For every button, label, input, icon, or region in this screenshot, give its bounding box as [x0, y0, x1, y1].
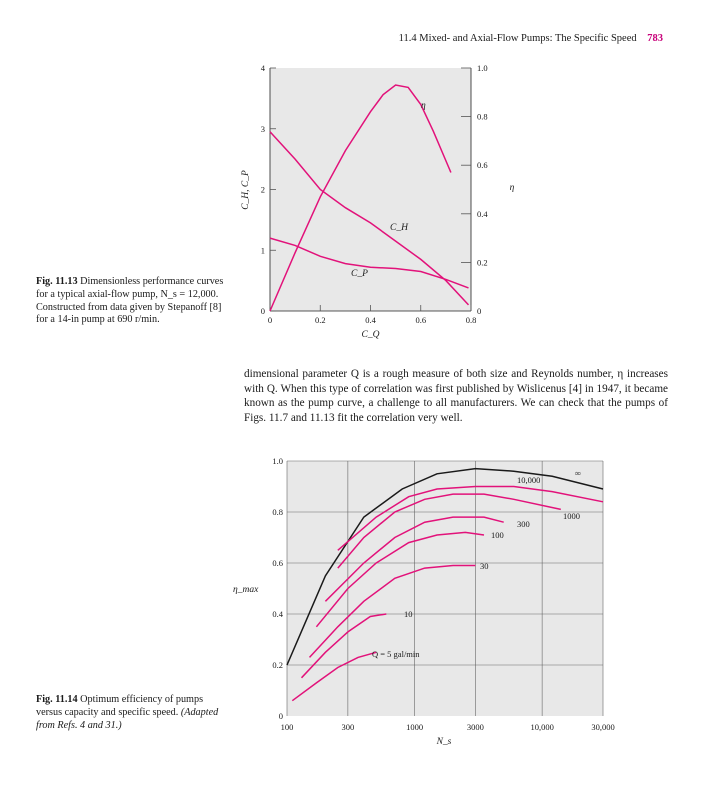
header-title: 11.4 Mixed- and Axial-Flow Pumps: The Specific Speed	[398, 33, 637, 44]
y-left-tick-label: 3	[260, 123, 265, 134]
y-right-tick-label: 0.6	[477, 160, 488, 171]
y-tick-label: 0.4	[272, 609, 283, 619]
x-tick-label: 300	[341, 722, 355, 732]
x-tick-label: 10,000	[530, 722, 554, 732]
y-right-tick-label: 0.4	[477, 208, 488, 219]
y-right-tick-label: 1.0	[477, 63, 488, 73]
fig-11-14-label: Fig. 11.14	[36, 694, 78, 705]
y-axis-label: η_max	[233, 585, 259, 595]
x-tick-label: 3000	[466, 722, 484, 732]
y-left-axis-label: C_H, C_P	[241, 170, 251, 210]
y-right-tick-label: 0	[477, 306, 482, 316]
y-tick-label: 0.2	[272, 660, 283, 670]
fig-11-13-label: Fig. 11.13	[36, 276, 78, 287]
y-tick-label: 0.8	[272, 507, 283, 517]
cp-curve-label: C_P	[351, 269, 368, 279]
x-tick-label: 0.8	[465, 315, 477, 325]
y-tick-label: 1.0	[272, 456, 283, 466]
x-axis-label: C_Q	[361, 330, 380, 340]
y-tick-label: 0.6	[272, 558, 283, 568]
x-tick-label: 1000	[406, 722, 424, 732]
y-left-tick-label: 1	[260, 245, 265, 256]
curve-label-10000: 10,000	[517, 475, 541, 485]
x-tick-label: 0.2	[314, 315, 326, 325]
y-left-tick-label: 4	[260, 63, 265, 73]
curve-label-30: 30	[480, 561, 489, 571]
y-right-tick-label: 0.2	[477, 257, 488, 268]
x-tick-label: 0.6	[415, 315, 427, 325]
curve-label-10: 10	[404, 609, 413, 619]
ch-curve-label: C_H	[390, 223, 408, 233]
y-left-tick-label: 0	[260, 306, 265, 316]
x-tick-label: 0	[267, 315, 273, 325]
curve-label-100: 100	[491, 530, 504, 540]
page-number: 783	[647, 33, 663, 44]
x-axis-label: N_s	[436, 737, 452, 747]
y-right-axis-label: η	[509, 183, 515, 193]
fig-11-13-caption-text: Dimensionless performance curves for a typical axial-flow pump, N_s = 12,000. Constructed from data given by Stepanoff [8] for a 14-in pump at 690 r/min.	[36, 276, 224, 326]
y-right-tick-label: 0.8	[477, 111, 488, 122]
fig-11-14-caption-text: Optimum efficiency of pumps versus capacity and specific speed.	[36, 694, 204, 718]
y-tick-label: 0	[278, 711, 283, 721]
body-paragraph: dimensional parameter Q is a rough measure of both size and Reynolds number, η increases with Q. When this type of correlation was first published by Wislicenus [4] in 1947, it became known as the pump curve, a challenge to all manufacturers. We can check that the pumps of Figs. 11.7 and 11.13 fit the correlation very well.	[244, 368, 668, 424]
fig-11-14-caption-source: (Adapted from Refs. 4 and 31.)	[36, 706, 219, 731]
eta-curve-label: η	[421, 101, 426, 111]
curve-label-1000: 1000	[563, 511, 580, 521]
y-left-tick-label: 2	[260, 184, 265, 195]
curve-label-q5: Q = 5 gal/min	[372, 649, 420, 659]
x-tick-label: 0.4	[365, 315, 376, 325]
x-tick-label: 30,000	[591, 722, 615, 732]
curve-label-300: 300	[517, 519, 530, 529]
x-tick-label: 100	[280, 722, 294, 732]
curve-label-infinity: ∞	[575, 468, 582, 478]
plot-background	[287, 461, 603, 716]
